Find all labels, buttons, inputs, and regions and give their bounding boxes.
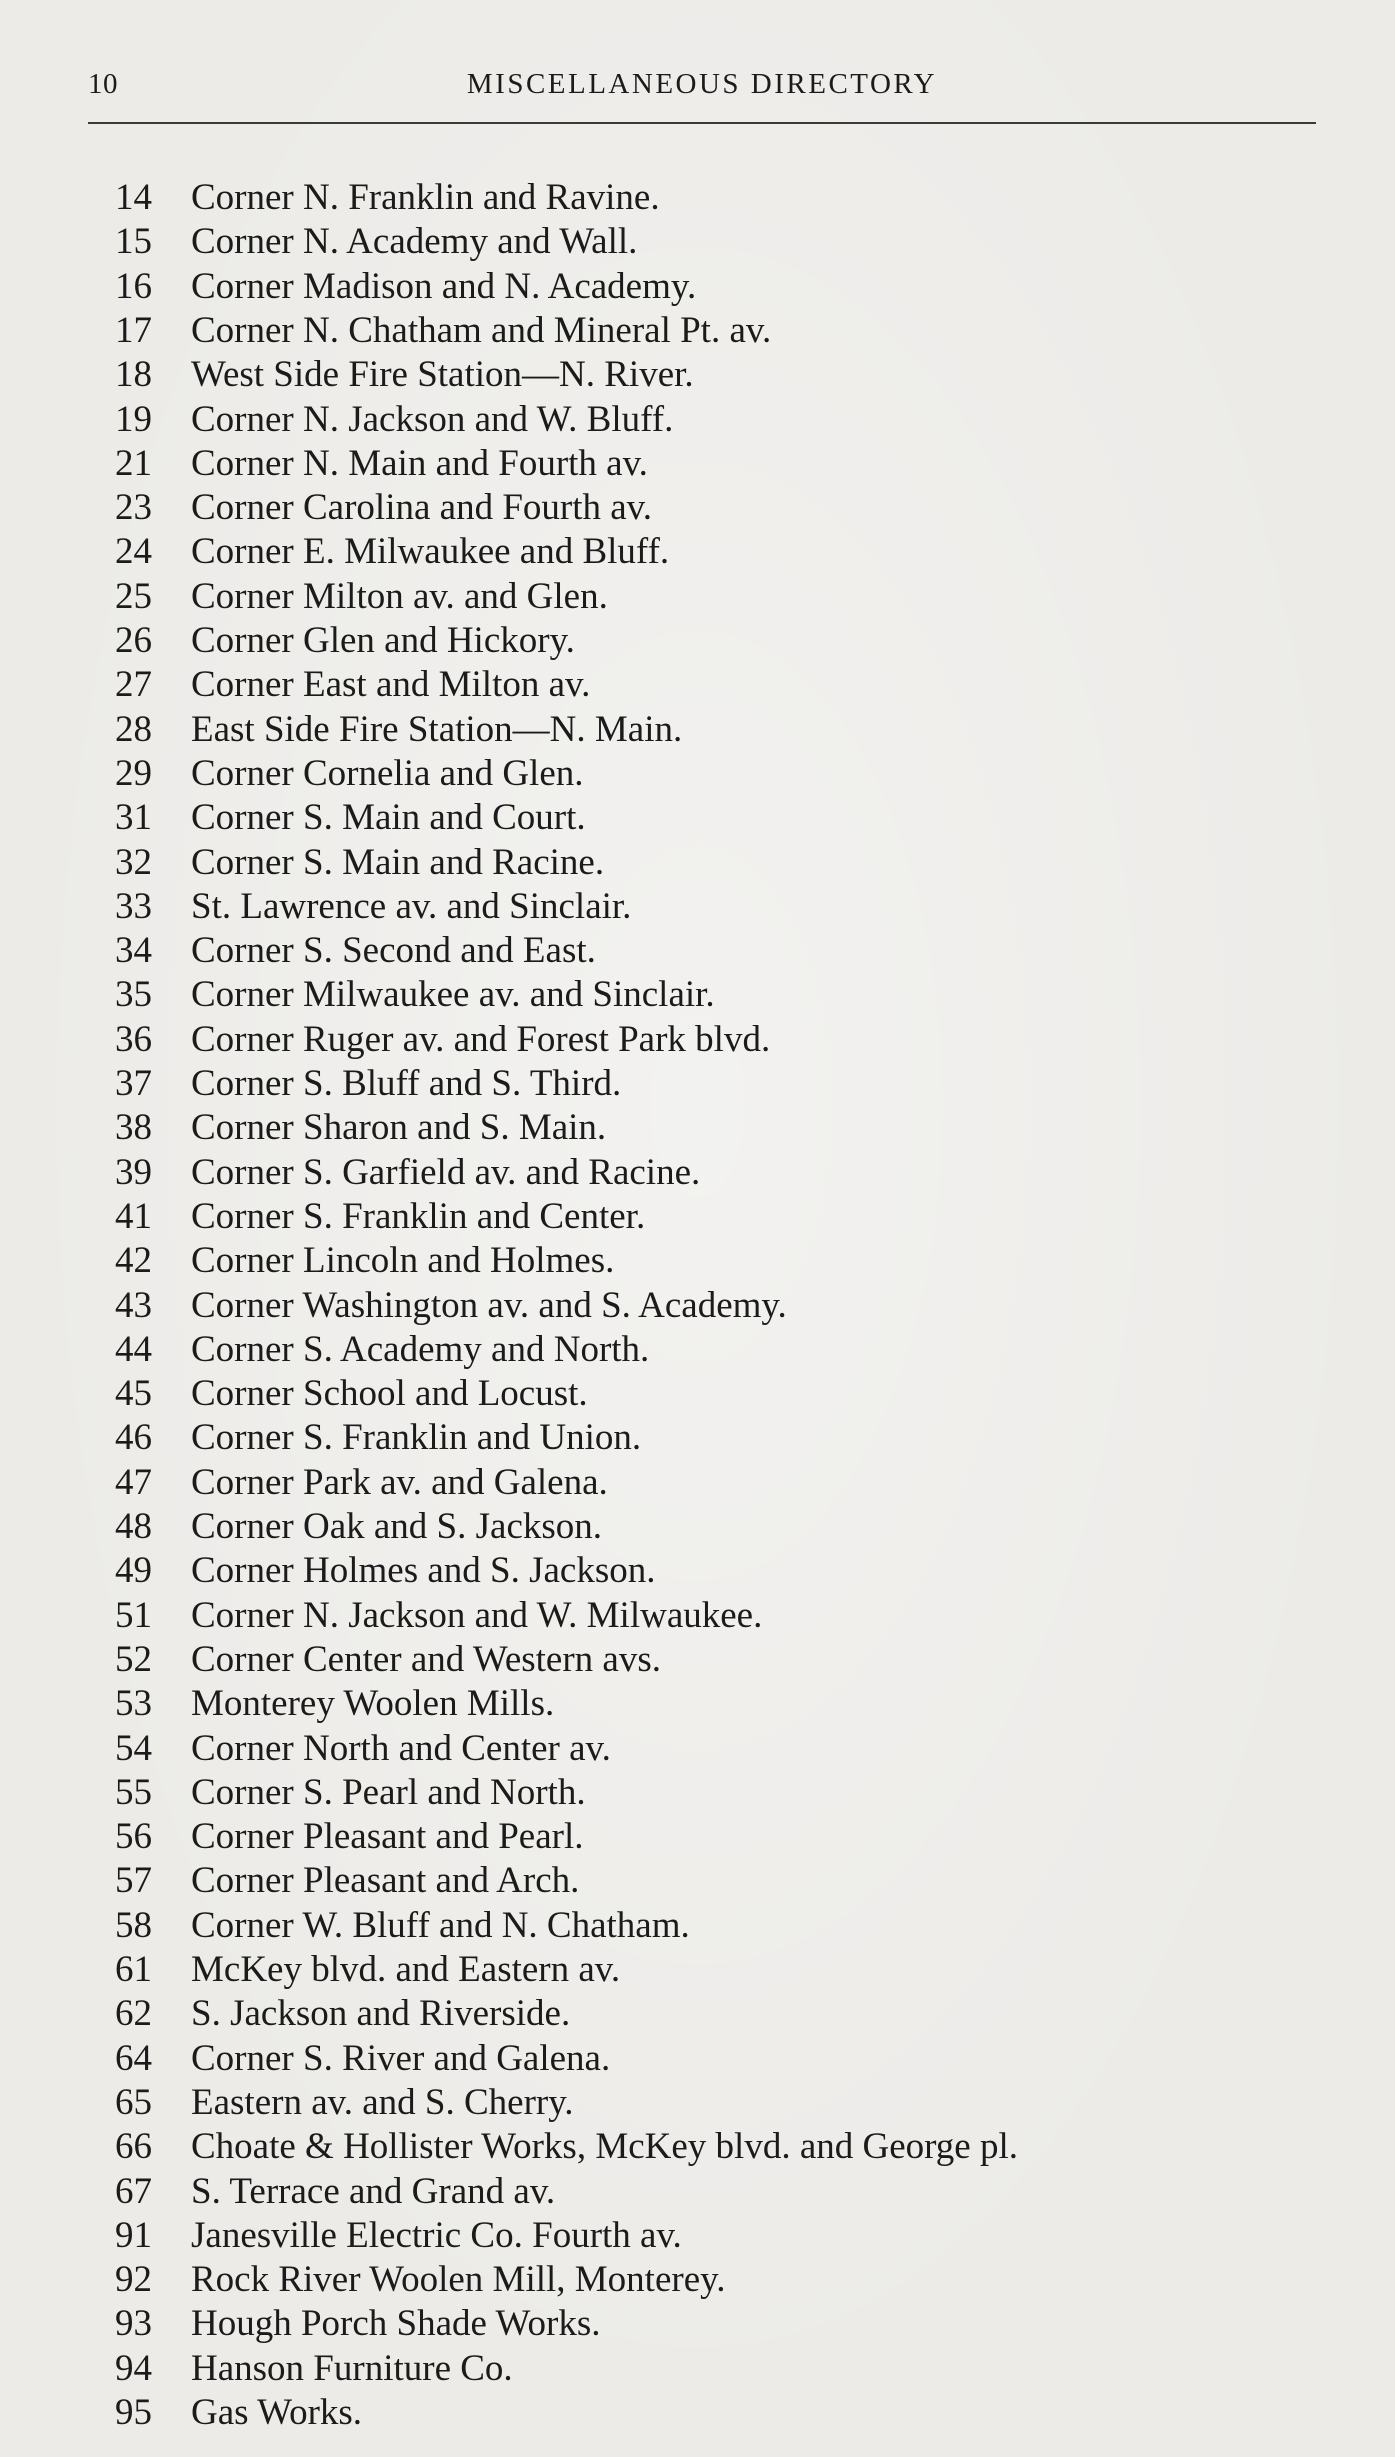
entry-number: 19 xyxy=(115,398,152,440)
entry-location: Corner Center and Western avs. xyxy=(191,1638,661,1680)
entry-location: Corner N. Franklin and Ravine. xyxy=(191,177,660,218)
entry-location: Monterey Woolen Mills. xyxy=(191,1683,555,1725)
entry-number: 29 xyxy=(115,752,152,794)
entry-number: 67 xyxy=(115,2170,152,2212)
entry-number: 38 xyxy=(115,1107,152,1149)
entry-location: Corner W. Bluff and N. Chatham. xyxy=(191,1904,690,1946)
entry-number: 57 xyxy=(115,1860,152,1902)
entry-number: 47 xyxy=(115,1461,152,1503)
entry-number: 56 xyxy=(115,1816,152,1858)
entry-location: Choate & Hollister Works, McKey blvd. and George pl. xyxy=(191,2126,1018,2168)
page-header xyxy=(88,62,1316,124)
entry-location: St. Lawrence av. and Sinclair. xyxy=(191,885,632,927)
entry-number: 25 xyxy=(115,575,152,617)
entry-number: 15 xyxy=(115,221,152,263)
entry-number: 93 xyxy=(115,2303,152,2345)
entry-location: Corner S. Pearl and North. xyxy=(191,1771,586,1813)
entry-number: 61 xyxy=(115,1949,152,1990)
entry-number: 55 xyxy=(115,1771,152,1813)
running-title: MISCELLANEOUS DIRECTORY xyxy=(466,68,938,100)
entry-location: Corner Pleasant and Arch. xyxy=(191,1860,580,1902)
entry-number: 58 xyxy=(115,1904,152,1946)
entry-number: 91 xyxy=(115,2214,152,2256)
entry-number: 43 xyxy=(115,1284,152,1326)
entry-number: 95 xyxy=(115,2392,152,2433)
entry-number: 48 xyxy=(115,1506,152,1547)
entry-number: 41 xyxy=(115,1195,152,1237)
entry-number: 62 xyxy=(115,1993,152,2035)
entry-location: Corner S. Main and Racine. xyxy=(191,841,605,883)
entry-location: Corner N. Main and Fourth av. xyxy=(191,442,648,484)
entry-location: Corner N. Jackson and W. Milwaukee. xyxy=(191,1594,763,1636)
entry-number: 23 xyxy=(115,487,152,529)
entry-location: Janesville Electric Co. Fourth av. xyxy=(191,2214,682,2256)
entry-location: Corner S. Franklin and Union. xyxy=(191,1417,642,1459)
entry-location: Corner Madison and N. Academy. xyxy=(191,265,697,307)
entry-location: Corner Milwaukee av. and Sinclair. xyxy=(191,974,715,1016)
entry-number: 49 xyxy=(115,1550,152,1592)
entry-number: 53 xyxy=(115,1683,152,1725)
entry-number: 33 xyxy=(115,885,152,927)
entry-number: 94 xyxy=(115,2347,152,2389)
entry-location: Corner S. Main and Court. xyxy=(191,797,586,839)
entry-location: Corner Oak and S. Jackson. xyxy=(191,1506,603,1547)
entry-number: 65 xyxy=(115,2081,152,2123)
entry-location: McKey blvd. and Eastern av. xyxy=(191,1949,621,1990)
entry-number: 54 xyxy=(115,1727,152,1769)
entry-number: 34 xyxy=(115,930,152,972)
entry-location: Corner N. Jackson and W. Bluff. xyxy=(191,398,674,440)
entry-number: 27 xyxy=(115,664,152,706)
entry-location: Corner S. Garfield av. and Racine. xyxy=(191,1151,701,1193)
entry-location: Corner S. Academy and North. xyxy=(191,1328,650,1370)
entry-number: 31 xyxy=(115,797,152,839)
entry-location: Corner S. Bluff and S. Third. xyxy=(191,1063,622,1104)
entry-location: Corner North and Center av. xyxy=(191,1727,611,1769)
entry-location: Corner E. Milwaukee and Bluff. xyxy=(191,531,670,573)
entry-number: 16 xyxy=(115,265,152,307)
entry-number: 66 xyxy=(115,2126,152,2168)
entry-number: 92 xyxy=(115,2259,152,2301)
entry-location: Hanson Furniture Co. xyxy=(191,2347,513,2389)
entry-number: 35 xyxy=(115,974,152,1016)
entry-number: 52 xyxy=(115,1638,152,1680)
entry-location: Corner S. Second and East. xyxy=(191,930,596,972)
entry-number: 42 xyxy=(115,1240,152,1282)
entry-location: Corner School and Locust. xyxy=(191,1373,588,1415)
entry-location: Corner Cornelia and Glen. xyxy=(191,752,584,794)
entry-location: Corner Ruger av. and Forest Park blvd. xyxy=(191,1018,771,1060)
entry-number: 18 xyxy=(115,354,152,396)
entry-location: Eastern av. and S. Cherry. xyxy=(191,2081,574,2123)
entry-number: 17 xyxy=(115,309,152,351)
entry-location: Gas Works. xyxy=(191,2392,363,2433)
entry-location: Corner N. Academy and Wall. xyxy=(191,221,638,263)
entry-number: 21 xyxy=(115,442,152,484)
page-number: 10 xyxy=(88,68,118,100)
entry-number: 39 xyxy=(115,1151,152,1193)
entry-location: Corner N. Chatham and Mineral Pt. av. xyxy=(191,309,772,351)
entry-location: Rock River Woolen Mill, Monterey. xyxy=(191,2259,726,2301)
entry-location: Corner Carolina and Fourth av. xyxy=(191,487,653,529)
entry-location: Corner Milton av. and Glen. xyxy=(191,575,608,617)
entry-number: 51 xyxy=(115,1594,152,1636)
entry-location: East Side Fire Station—N. Main. xyxy=(191,708,683,750)
entry-number: 44 xyxy=(115,1328,152,1370)
entry-number: 64 xyxy=(115,2037,152,2079)
entry-location: Corner East and Milton av. xyxy=(191,664,591,706)
entry-location: Corner Pleasant and Pearl. xyxy=(191,1816,584,1858)
entry-location: Corner Washington av. and S. Academy. xyxy=(191,1284,787,1326)
entry-location: Corner Glen and Hickory. xyxy=(191,620,575,661)
entry-location: Corner Sharon and S. Main. xyxy=(191,1107,607,1149)
entry-location: West Side Fire Station—N. River. xyxy=(191,354,694,396)
entry-location: S. Jackson and Riverside. xyxy=(191,1993,571,2035)
entry-number: 46 xyxy=(115,1417,152,1459)
entry-number: 36 xyxy=(115,1018,152,1060)
entry-location: Corner Lincoln and Holmes. xyxy=(191,1240,615,1282)
entry-location: Hough Porch Shade Works. xyxy=(191,2303,601,2345)
entry-number: 37 xyxy=(115,1063,152,1104)
entry-number: 14 xyxy=(115,177,152,218)
entry-location: Corner Park av. and Galena. xyxy=(191,1461,608,1503)
entry-location: Corner S. Franklin and Center. xyxy=(191,1195,646,1237)
entry-number: 32 xyxy=(115,841,152,883)
entry-number: 24 xyxy=(115,531,152,573)
entry-number: 45 xyxy=(115,1373,152,1415)
entry-number: 28 xyxy=(115,708,152,750)
entry-number: 26 xyxy=(115,620,152,661)
entry-location: S. Terrace and Grand av. xyxy=(191,2170,556,2212)
entry-location: Corner S. River and Galena. xyxy=(191,2037,611,2079)
entry-location: Corner Holmes and S. Jackson. xyxy=(191,1550,656,1592)
